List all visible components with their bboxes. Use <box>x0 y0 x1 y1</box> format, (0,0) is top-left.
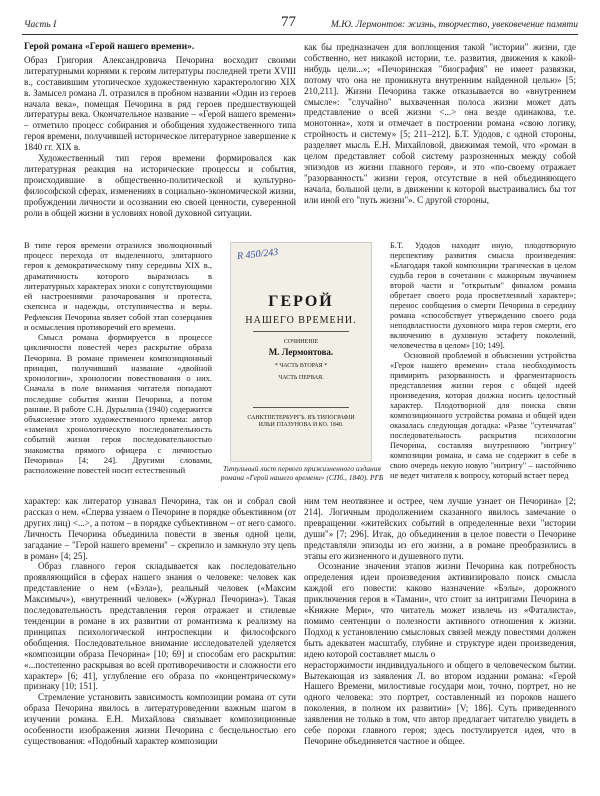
running-title: М.Ю. Лермонтов: жизнь, творчество, увековечение памяти <box>330 20 578 30</box>
paragraph: Б.Т. Удодов находит иную, плодотворную перспективу развития смысла произведения: «Благодаря такой композиции трагическая в целом судьба героя в сочетании с мажорным звучанием второй части и "открытым" финалом романа обретает своего рода просветленный характер»; перенос сообщения о смерти Печорина в середину романа «способствует утверждению своего рода неподвластности духовного мира героя смерти, его включению в духовную эстафету поколений, человечества в целом» [10; 149]. <box>390 241 576 351</box>
part-label: * ЧАСТЬ ВТОРАЯ * <box>274 363 328 369</box>
page-header <box>0 0 600 40</box>
paragraph: Образ Григория Александровича Печорина восходит своими литературными корнями к героям литературы последней трети XVIII в., составившим утопическое художественную характерологию XIX в. Замысел романа Л. отразился в пробном названии «Один из героев начала века», помещая Печорина в ряд героев предшествующей литературы века. Окончательное название – «Герой нашего времени» – отметило процесс собирания и обобщения художественного типа героя времени, получившей историческое литературное завершение к 1840 гг. XIX в. <box>24 54 296 153</box>
paragraph: ним тем неотвязнее и острее, чем лучше узнает он Печорина» [2; 214]. Логичным продолжением сказанного явилось замечание о превращении «житейских событий в определенные вехи "истории души"» [7; 296]. Итак, до объединения в целое повести о Печорине представляли эпизоды из его жизни, а в романе преобразились в этапы его жизненного и душевного пути. <box>304 496 576 561</box>
right-column-mid <box>390 241 576 481</box>
section-title: Герой романа «Герой нашего времени». <box>24 42 195 52</box>
title-page-image <box>230 242 372 462</box>
page-number: 77 <box>281 14 296 30</box>
author-name: М. Лермонтова. <box>268 347 334 357</box>
part-first: ЧАСТЬ ПЕРВАЯ. <box>278 375 324 381</box>
book-subtitle: НАШЕГО ВРЕМЕНИ. <box>245 315 357 326</box>
title-page-figure <box>216 238 388 498</box>
left-column-mid <box>24 240 212 475</box>
paragraph: нерасторжимости индивидуального и общего в человеческом бытии. Вытекающая из заявления Л. во втором издании романа: «Герой Нашего Времени, милостивые государи мои, точно, портрет, но не одного человека: это портрет, составленный из пороков нашего поколения, в полном их развитии» [V; 186]. Суть приведенного заявления не только в том, что автор предлагает читателю увидеть в себе пороки главного героя; здесь постулируется идея, что в Печорине объединяется частное и общее. <box>304 659 576 746</box>
paragraph: Стремление установить зависимость композиции романа от сути образа Печорина явилось в литературоведении важным шагом в изучении романа. Е.Н. Михайлова связывает композиционные особенности изображения жизни Печорина с бесцельностью его существования: «Подобный характер композиции <box>24 692 296 746</box>
paragraph: как бы предназначен для воплощения такой "истории" жизни, где собственно, нет никакой истории, т.е. развития, движения к какой-нибудь цели...»; «Печоринская "биография" не имеет развязки, потому что она не проникнута внутренним найденной целью» [5; 210,211]. Жизни Печорина также отказывается во «внутреннем смысле»: "случайно" выхваченная полоса жизни может дать представление о всей жизни <...> она везде одинакова, т.е. монотонна», хотя и отмечает в построении романа «свою логику, стройность и систему» [5; 211–212]. Б.Т. Удодов, с одной стороны, разделяет мысль Е.Н. Михайловой, движимая темой, что «роман в целом представляет собой систему разрозненных между собой эпизодов из жизни главного героя», и это «по-своему отражает "разорванность" жизни героя, отсутствие в ней объединяющего начала, большой цели, в движении к которой выстраивались бы тот или иной его "путь жизни"». С другой стороны, <box>304 42 576 205</box>
right-column-top <box>304 42 576 206</box>
imprint: САНКТПЕТЕРБУРГЪ. ВЪ ТИПОГРАФІИ ИЛЬИ ГЛАЗУНОВА И КО. 1840. <box>247 415 355 428</box>
paragraph: характер: как литератор узнавал Печорина, так он и собрал свой рассказ о нем. «Сперва узнаем о Печорине в порядке объективном (от других лиц) <...>, а потом – в порядке субъективном – от него самого. Личность Печорина объединила повести в звенья одной цели, загадание – "Герой нашего времени" – скрепило и замкнуло эту цепь в роман» [4; 25]. <box>24 496 296 561</box>
paragraph: Образ главного героя складывается как последовательно проявляющийся в сферах нашего знания о человеке: человек как представление о нем («Бэла»), реальный человек («Максим Максимыч»), «внутренний человек» («Журнал Печорина»). Такая последовательность представления героя отражает и стилевые тенденции в романе в их развитии от романтизма к реализму на принципах психологической интроспекции и философского обобщения. Последовательное внимание исследователей уделяется «композиции образа Печорина» [10; 69] и способам его раскрытия: «...постепенно раскрывая во всей противоречивости и сложности его характер» [6; 41], углубление его образа по «концентрическому» признаку [10; 151]. <box>24 561 296 692</box>
paragraph: В типе героя времени отразился эволюционный процесс перехода от выделенного, элитарного героя к демократическому типу середины XIX в., драматичность которого выразилась в литературных характерах эпохи с сопутствующими ей настроениями разочарования и протеста, скепсиса и надежды, отступничества и веры. Рефлексия Печорина являет собой этап созерцания и осмысления противоречий его времени. <box>24 240 212 332</box>
composed-label: СОЧИНЕНІЕ <box>283 339 319 345</box>
paragraph: Смысл романа формируется в процессе цикличности повестей через раскрытие образа Печорина. В романе применен композиционный принцип, получивший название «двойной хронологии», хронологии повествования о них. Сначала в поле внимания читателя попадают последние события жизни Печорина, а потом ранние. В работе С.Н. Дурылина (1940) содержится объяснение этого художественного приема: автор «заменил хронологическую последовательность событий жизни героя последовательностью знакомства прямого офицера с личностью Печорина» [4; 24]. Другими словами, расположение повестей носит естественный <box>24 332 212 476</box>
book-title: ГЕРОЙ <box>268 293 334 310</box>
library-stamp: R 450/243 <box>236 246 279 263</box>
paragraph: Основной проблемой в объяснении устройства «Героя нашего времени» стала необходимость примирить разорванность и фрагментарность представления жизни героя с общей идеей произведения, которая должна носить целостный характер. Плодотворной для поиска связи композиционного устройства романа и общей идеи оказалась следующая догадка: «Разве "сутенчатая" последовательность раскрытия психологии Печорина, составляя внутреннюю "интригу" композиции романа, и сама не содержит в себе в свою очередь некую новую "интригу" – настойчиво не ведет читателя к вопросу, который встает перед <box>390 351 576 481</box>
figure-caption: Титульный лист первого прижизненного издания романа «Герой нашего времени» (СПб., 1840). РГБ <box>220 464 384 482</box>
header-rule <box>22 34 578 35</box>
paragraph: Художественный тип героя времени формировался как литературная реакция на исторические процессы и события, происходившие в общественно-политической и культурно-философской сферах, изменениях в социально-экономической жизни, пробуждении личности и осознании ею своей ценности, суверенной роли в общей жизни в условиях новой духовной ситуации. <box>24 153 296 218</box>
part-label: Часть I <box>24 20 57 30</box>
divider <box>253 407 349 408</box>
divider <box>253 331 349 332</box>
left-column-top <box>24 42 296 219</box>
right-column-bottom <box>304 496 576 747</box>
paragraph: Осознание значения этапов жизни Печорина как потребность определения идеи произведения активизировало поиск смысла каждой его повести: каково назначение «Бэлы», дорожного приключения героя в «Тамани», что стоит за интригами Печорина в «Княжне Мери», что читатель может извлечь из «Фаталиста», помимо сентенции о полезности активного отношения к жизни. Подход к установлению смысловых связей между повестями должен быть адекватен масштабу, глубине и структуре идеи произведения, идею которой составляет мысль о <box>304 561 576 659</box>
left-column-bottom <box>24 496 296 747</box>
